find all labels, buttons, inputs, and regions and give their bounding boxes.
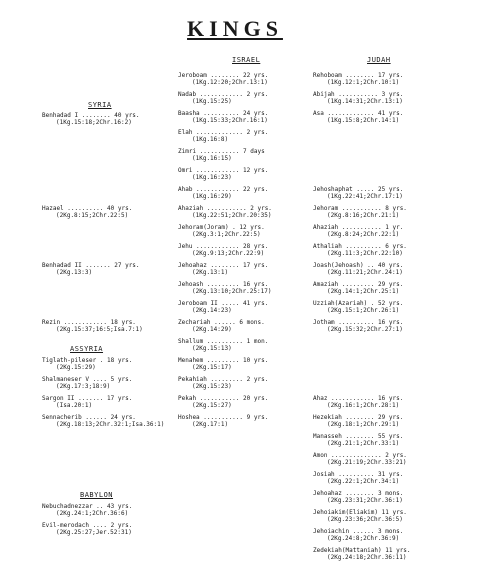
judah-king-entry: Abijah ........... 3 yrs. (1Kg.14:31;2Chr.13:1): [313, 91, 404, 105]
israel-king-entry: Jehoram(Joram) . 12 yrs. (2Kg.3:1;2Chr.22:5): [178, 224, 265, 238]
page-title: KINGS: [187, 16, 283, 41]
israel-king-entry: Ahaziah ........... 2 yrs. (1Kg.22:51;2Chr.20:35): [178, 205, 272, 219]
israel-king-entry: Nadab ............ 2 yrs. (1Kg.15:25): [178, 91, 269, 105]
babylon-king-entry: Nebuchadnezzar .. 43 yrs. (2Kg.24:1;2Chr.36:6): [42, 503, 133, 517]
judah-king-entry: Manasseh ........ 55 yrs. (2Kg.21:1;2Chr.33:1): [313, 433, 404, 447]
israel-king-entry: Jeroboam II ..... 41 yrs. (2Kg.14:23): [178, 300, 269, 314]
syria-header: SYRIA: [88, 101, 112, 109]
judah-king-entry: Jehoram ........... 8 yrs. (2Kg.8:16;2Chr.21:1): [313, 205, 407, 219]
israel-header: ISRAEL: [232, 56, 261, 64]
israel-king-entry: Shallum .......... 1 mon. (2Kg.15:13): [178, 338, 269, 352]
judah-king-entry: Jehoahaz ........ 3 mons. (2Kg.23:31;2Chr.36:1): [313, 490, 404, 504]
israel-king-entry: Menahem ......... 10 yrs. (2Kg.15:17): [178, 357, 269, 371]
assyria-king-entry: Tiglath-pileser . 18 yrs. (2Kg.15:29): [42, 357, 133, 371]
israel-king-entry: Jeroboam ........ 22 yrs. (1Kg.12:20;2Chr.13:1): [178, 72, 269, 86]
syria-king-entry: Rezin ............ 18 yrs. (2Kg.15:37;16:5;Isa.7:1): [42, 319, 143, 333]
judah-header: JUDAH: [367, 56, 391, 64]
assyria-king-entry: Shalmaneser V .... 5 yrs. (2Kg.17:3;18:9): [42, 376, 133, 390]
israel-king-entry: Baasha .......... 24 yrs. (1Kg.15:33;2Chr.16:1): [178, 110, 269, 124]
judah-king-entry: Hezekiah ........ 29 yrs. (2Kg.18:1;2Chr.29:1): [313, 414, 404, 428]
judah-king-entry: Ahaz ............ 16 yrs. (2Kg.16:1;2Chr.28:1): [313, 395, 404, 409]
syria-king-entry: Benhadad I ........ 40 yrs. (1Kg.15:18;2Chr.16:2): [42, 112, 140, 126]
israel-king-entry: Jehoash ......... 16 yrs. (2Kg.13:10;2Chr.25:17): [178, 281, 272, 295]
judah-king-entry: Jehoiachin ...... 3 mons. (2Kg.24:8;2Chr.36:9): [313, 528, 404, 542]
israel-king-entry: Zechariah ...... 6 mons. (2Kg.14:29): [178, 319, 265, 333]
judah-king-entry: Athaliah .......... 6 yrs. (2Kg.11:3;2Chr.22:10): [313, 243, 407, 257]
israel-king-entry: Zimri ........... 7 days (1Kg.16:15): [178, 148, 265, 162]
assyria-king-entry: Sennacherib ...... 24 yrs. (2Kg.18:13;2Chr.32:1;Isa.36:1): [42, 414, 165, 428]
babylon-king-entry: Evil-merodach .... 2 yrs. (2Kg.25:27;Jer.52:31): [42, 522, 133, 536]
babylon-header: BABYLON: [80, 491, 114, 499]
judah-king-entry: Jehoshaphat ..... 25 yrs. (1Kg.22:41;2Chr.17:1): [313, 186, 404, 200]
israel-king-entry: Jehoahaz ........ 17 yrs. (2Kg.13:1): [178, 262, 269, 276]
israel-king-entry: Jehu ............ 28 yrs. (2Kg.9:13;2Chr.22:9): [178, 243, 269, 257]
assyria-king-entry: Sargon II ....... 17 yrs. (Isa.20:1): [42, 395, 133, 409]
judah-king-entry: Joash(Jehoash) .. 40 yrs. (2Kg.11:21;2Chr.24:1): [313, 262, 404, 276]
israel-king-entry: Elah ............. 2 yrs. (1Kg.16:8): [178, 129, 269, 143]
judah-king-entry: Uzziah(Azariah) . 52 yrs. (2Kg.15:1;2Chr.26:1): [313, 300, 404, 314]
judah-king-entry: Ahaziah ........... 1 yr. (2Kg.8:24;2Chr.22:1): [313, 224, 404, 238]
assyria-header: ASSYRIA: [70, 345, 104, 353]
syria-king-entry: Benhadad II ....... 27 yrs. (2Kg.13:3): [42, 262, 140, 276]
israel-king-entry: Ahab ............ 22 yrs. (1Kg.16:29): [178, 186, 269, 200]
judah-king-entry: Zedekiah(Mattaniah) 11 yrs. (2Kg.24:18;2Chr.36:11): [313, 547, 411, 561]
judah-king-entry: Amaziah ......... 29 yrs. (2Kg.14:1;2Chr.25:1): [313, 281, 404, 295]
israel-king-entry: Pekah ........... 20 yrs. (2Kg.15:27): [178, 395, 269, 409]
judah-king-entry: Jotham .......... 16 yrs. (2Kg.15:32;2Chr.27:1): [313, 319, 404, 333]
syria-king-entry: Hazael .......... 40 yrs. (2Kg.8:15;2Chr.22:5): [42, 205, 133, 219]
judah-king-entry: Jehoiakim(Eliakim) 11 yrs. (2Kg.23:36;2Chr.36:5): [313, 509, 407, 523]
israel-king-entry: Hoshea ........... 9 yrs. (2Kg.17:1): [178, 414, 269, 428]
israel-king-entry: Pekahiah ......... 2 yrs. (2Kg.15:23): [178, 376, 269, 390]
judah-king-entry: Asa ............. 41 yrs. (1Kg.15:8;2Chr.14:1): [313, 110, 404, 124]
judah-king-entry: Josiah .......... 31 yrs. (2Kg.22:1;2Chr.34:1): [313, 471, 404, 485]
judah-king-entry: Rehoboam ........ 17 yrs. (1Kg.12:1;2Chr.10:1): [313, 72, 404, 86]
judah-king-entry: Amon .............. 2 yrs. (2Kg.21:19;2Chr.33:21): [313, 452, 407, 466]
israel-king-entry: Omri ............ 12 yrs. (1Kg.16:23): [178, 167, 269, 181]
